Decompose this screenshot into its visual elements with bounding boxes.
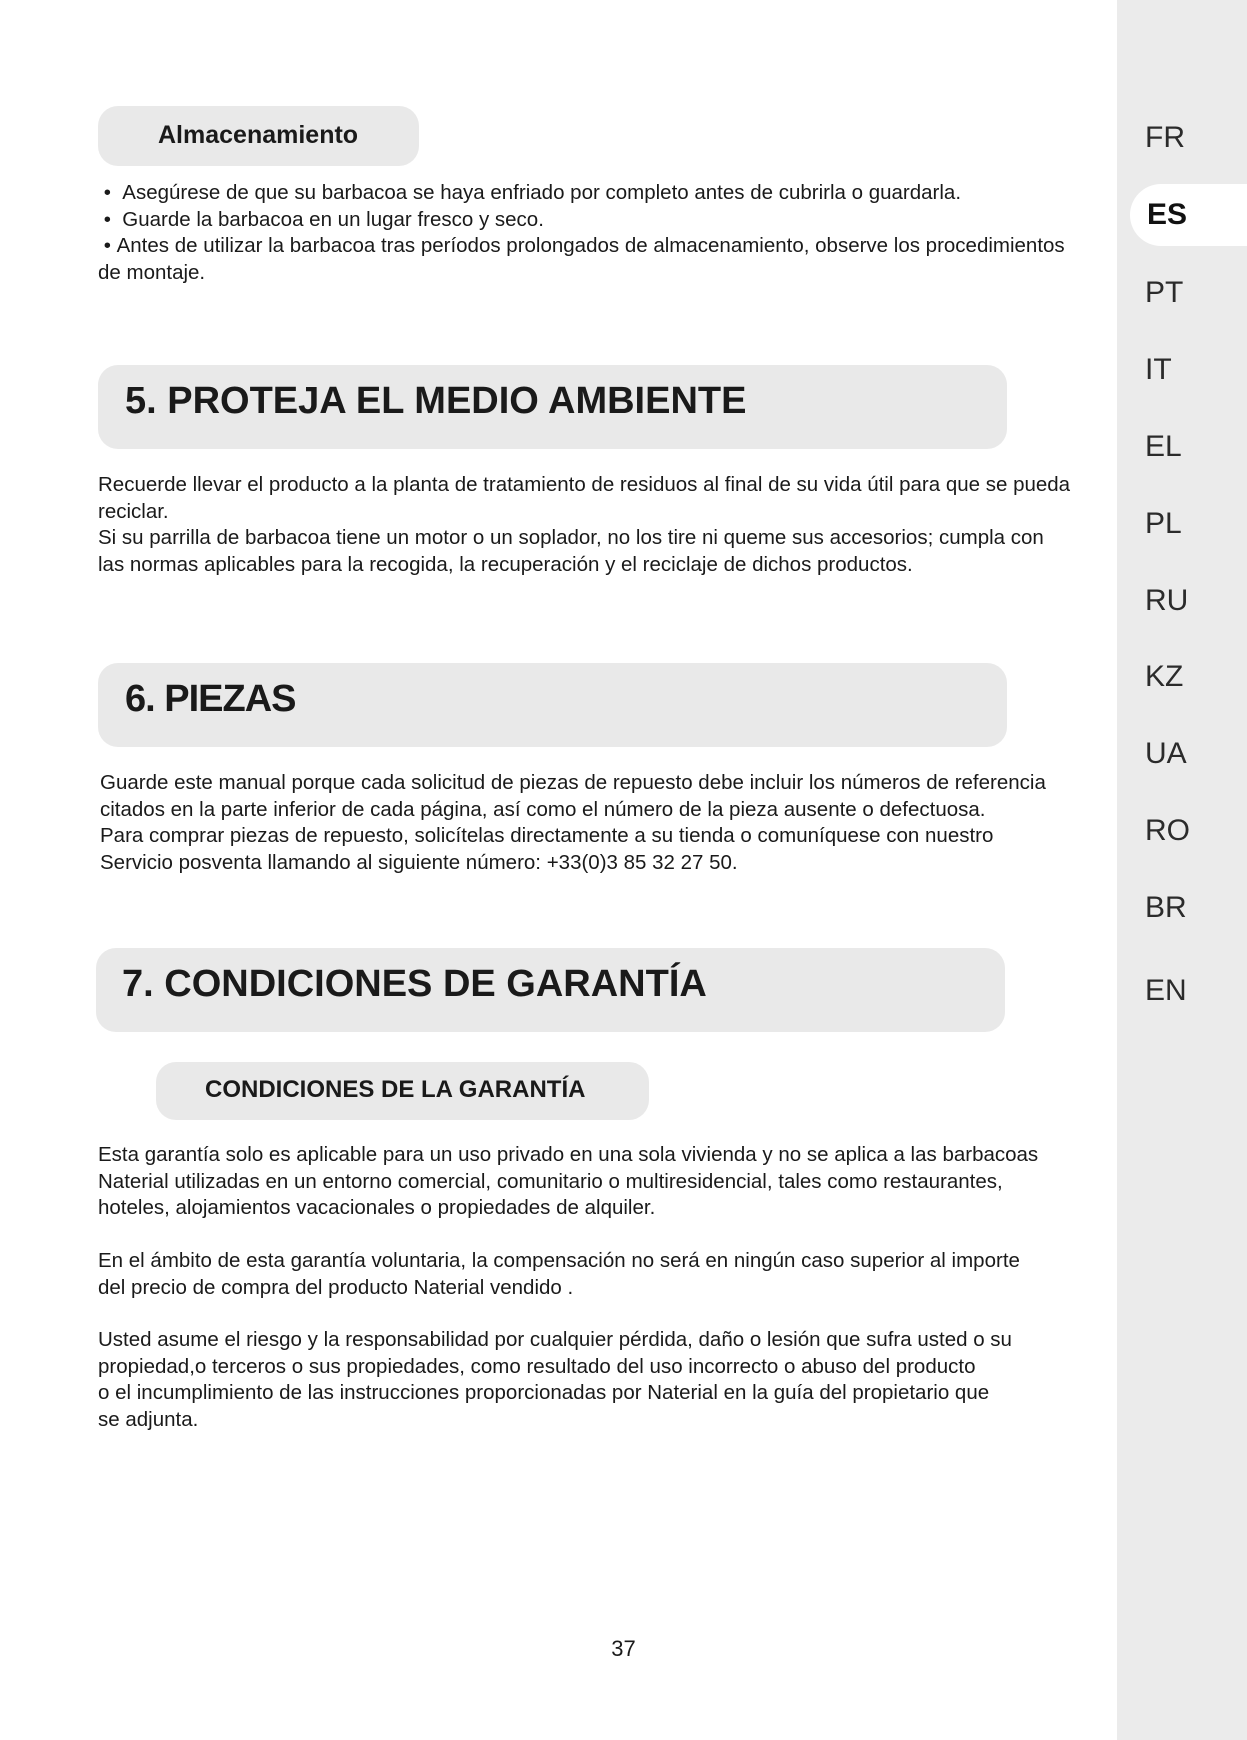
section6-body [100,770,1100,876]
storage-title: Almacenamiento [158,121,359,149]
section5-line: Si su parrilla de barbacoa tiene un motor o un soplador, no los tire ni queme sus accesorios; cumpla con [98,526,1044,549]
section7-line: del precio de compra del producto Naterial vendido . [98,1275,574,1299]
section5-line: reciclar. [98,499,169,523]
section7-para3 [98,1327,1098,1433]
storage-item-text: Asegúrese de que su barbacoa se haya enfriado por completo antes de cubrirla o guardarla. [122,181,962,204]
storage-item-text: de montaje. [98,260,206,284]
section7-line: se adjunta. [98,1407,199,1431]
section7-line: Usted asume el riesgo y la responsabilidad por cualquier pérdida, daño o lesión que sufra usted o su [98,1328,1012,1351]
storage-item: • Guarde la barbacoa en un lugar fresco y seco. [98,207,544,231]
section6-line: citados en la parte inferior de cada página, así como el número de la pieza ausente o defectuosa. [100,797,986,821]
section7-heading [96,948,1005,1032]
lang-tab-fr[interactable]: FR [1145,121,1185,154]
section6-line: Para comprar piezas de repuesto, solicítelas directamente a su tienda o comuníquese con nuestro [100,824,994,847]
section6-line: Servicio posventa llamando al siguiente número: +33(0)3 85 32 27 50. [100,850,738,874]
section7-line: Esta garantía solo es aplicable para un uso privado en una sola vivienda y no se aplica a las barbacoas [98,1143,1039,1166]
lang-tab-pl[interactable]: PL [1145,507,1182,540]
lang-tab-es[interactable]: ES [1130,184,1247,246]
storage-item: • Asegúrese de que su barbacoa se haya enfriado por completo antes de cubrirla o guardarla. [98,181,962,204]
storage-list [98,180,1098,286]
section5-title: 5. PROTEJA EL MEDIO AMBIENTE [125,380,747,422]
lang-tab-pt[interactable]: PT [1145,276,1184,309]
section7-title: 7. CONDICIONES DE GARANTÍA [122,963,707,1005]
section5-heading [98,365,1007,449]
section6-heading [98,663,1007,747]
section7-subheading [156,1062,649,1120]
section7-line: hoteles, alojamientos vacacionales o propiedades de alquiler. [98,1196,656,1219]
section5-line: las normas aplicables para la recogida, la recuperación y el reciclaje de dichos productos. [98,552,913,576]
section7-line: En el ámbito de esta garantía voluntaria, la compensación no será en ningún caso superior al importe [98,1249,1020,1272]
section7-line: o el incumplimiento de las instrucciones proporcionadas por Naterial en la guía del propietario que [98,1381,990,1404]
section7-para2 [98,1248,1098,1301]
lang-tab-ua[interactable]: UA [1145,737,1187,770]
lang-tab-kz[interactable]: KZ [1145,660,1184,693]
storage-heading [98,106,419,166]
section5-line: Recuerde llevar el producto a la planta de tratamiento de residuos al final de su vida útil para que se pueda [98,473,1071,496]
section7-para1 [98,1142,1098,1222]
lang-tab-en[interactable]: EN [1145,974,1187,1007]
storage-item-text: Guarde la barbacoa en un lugar fresco y seco. [122,207,544,231]
page-number: 37 [611,1636,636,1661]
language-sidebar [1117,0,1247,1740]
section7-line: Naterial utilizadas en un entorno comercial, comunitario o multiresidencial, tales como restaurantes, [98,1169,1003,1193]
section7-subtitle: CONDICIONES DE LA GARANTÍA [205,1076,586,1103]
lang-tab-it[interactable]: IT [1145,353,1172,386]
lang-tab-ro[interactable]: RO [1145,814,1190,847]
lang-tab-ru[interactable]: RU [1145,584,1189,617]
section6-line: Guarde este manual porque cada solicitud de piezas de repuesto debe incluir los números de referencia [100,771,1046,794]
section6-title: 6. PIEZAS [125,678,296,720]
storage-item [98,260,1098,287]
section5-body [98,472,1098,578]
section7-line: propiedad,o terceros o sus propiedades, como resultado del uso incorrecto o abuso del producto [98,1354,976,1378]
storage-item-text: Antes de utilizar la barbacoa tras períodos prolongados de almacenamiento, observe los procedimientos [116,234,1065,257]
lang-tab-el[interactable]: EL [1145,430,1182,463]
storage-item: • Antes de utilizar la barbacoa tras períodos prolongados de almacenamiento, observe los procedimientos [98,234,1065,257]
lang-tab-br[interactable]: BR [1145,891,1187,924]
